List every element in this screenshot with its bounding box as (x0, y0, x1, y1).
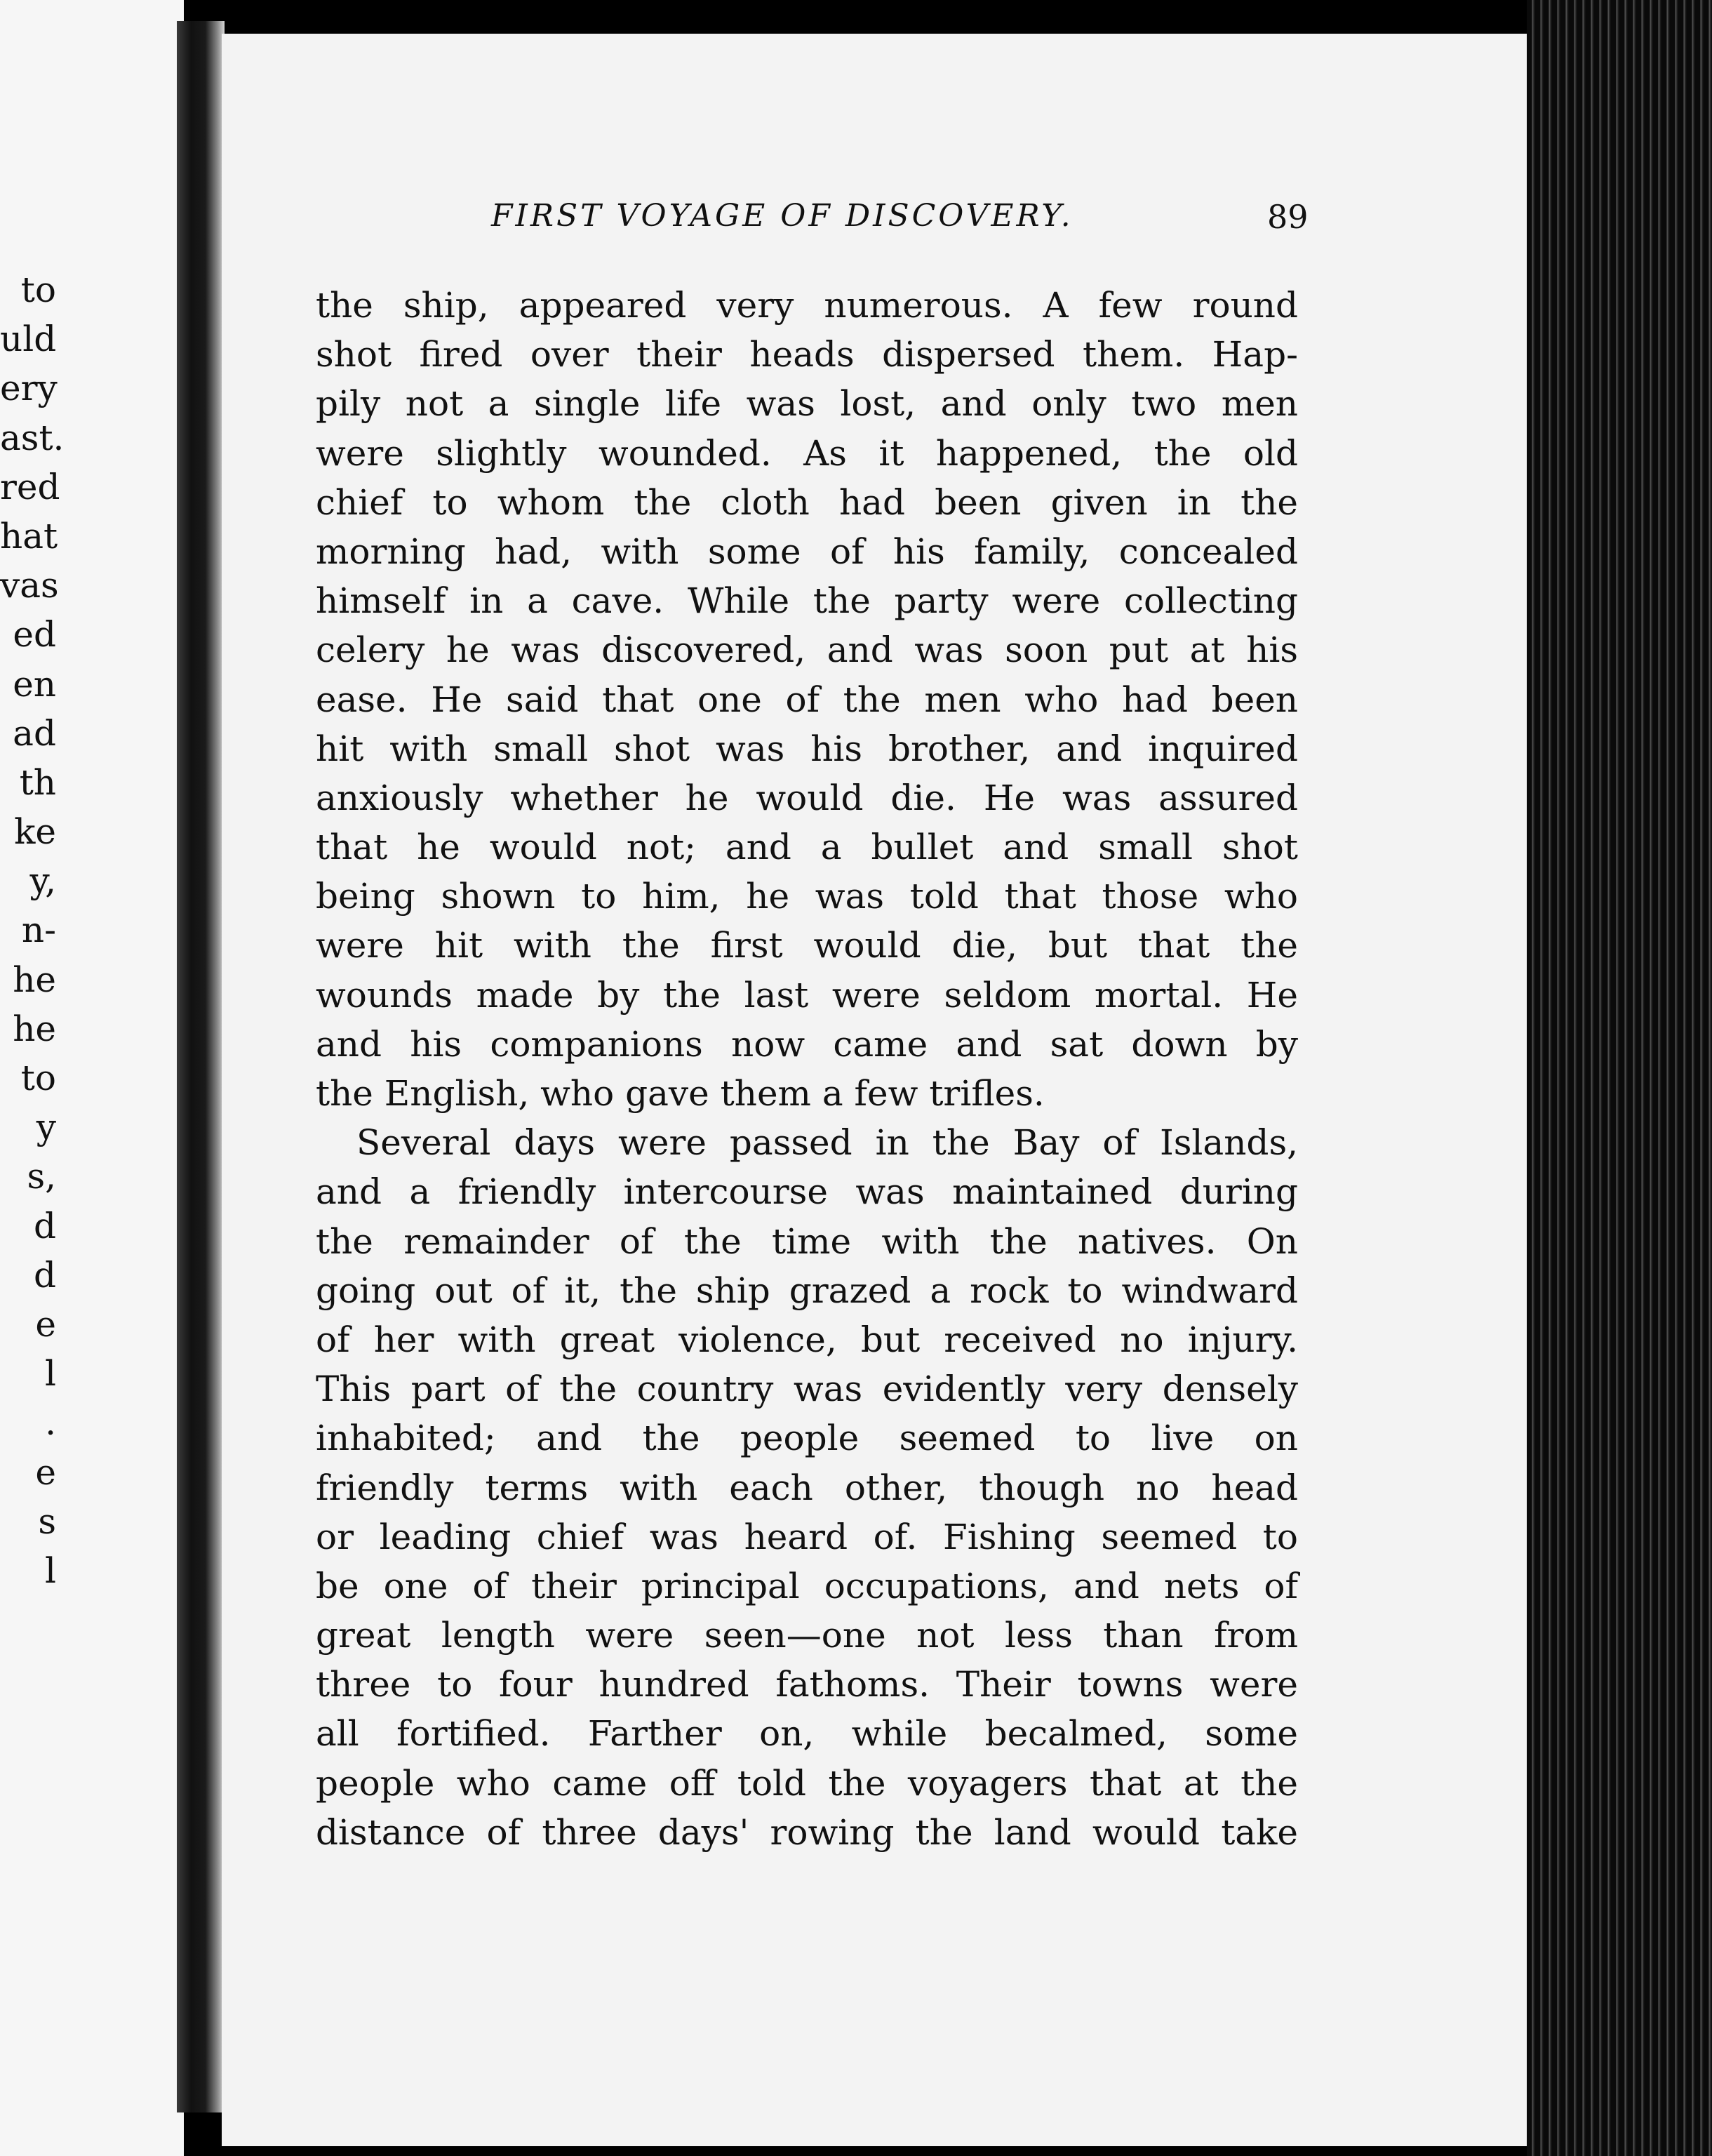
text-line: of her with great violence, but received no injury. (316, 1319, 1298, 1360)
page-edges (1527, 0, 1712, 2156)
book-gutter (177, 21, 225, 2112)
text-line: anxiously whether he would die. He was assured (316, 777, 1298, 818)
left-page-fragment: ery (0, 368, 58, 409)
text-line: the remainder of the time with the natives. On (316, 1220, 1298, 1262)
left-page-fragment: red (0, 466, 60, 507)
left-page-fragment: to (20, 1058, 56, 1098)
left-page-fragment: th (19, 761, 56, 803)
left-page-fragment: en (13, 663, 56, 705)
left-page-fragment: e (35, 1451, 56, 1493)
text-line: three to four hundred fathoms. Their towns were (316, 1664, 1298, 1705)
page-number: 89 (1267, 198, 1309, 236)
paragraph (316, 281, 1298, 1118)
left-page-fragment: ke (14, 811, 56, 853)
left-facing-page (0, 0, 184, 2156)
text-line: people who came off told the voyagers that at the (316, 1762, 1298, 1804)
text-line: distance of three days' rowing the land would take (316, 1811, 1298, 1853)
text-line: celery he was discovered, and was soon put at his (316, 630, 1298, 671)
left-page-fragment: n- (21, 910, 56, 951)
text-line: chief to whom the cloth had been given in the (316, 481, 1298, 523)
left-page-fragment: to (20, 270, 56, 310)
running-head: FIRST VOYAGE OF DISCOVERY. (491, 198, 1074, 234)
left-page-fragment: . (45, 1402, 56, 1444)
left-page-fragment: l (45, 1353, 56, 1395)
left-page-fragment: hat (0, 515, 58, 557)
body-text (316, 281, 1298, 1857)
left-page-fragment: ed (13, 614, 56, 656)
text-line: being shown to him, he was told that those who (316, 876, 1298, 917)
text-line: were slightly wounded. As it happened, the old (316, 432, 1298, 474)
text-line: himself in a cave. While the party were collecting (316, 580, 1298, 622)
left-page-fragment: y, (29, 860, 56, 902)
text-line: pily not a single life was lost, and only two men (316, 383, 1298, 425)
left-page-fragment: l (45, 1550, 56, 1591)
left-page-fragment: s, (27, 1156, 56, 1197)
text-line: were hit with the first would die, but that the (316, 925, 1298, 966)
paragraph (316, 1118, 1298, 1857)
text-line: that he would not; and a bullet and small shot (316, 827, 1298, 868)
text-line: and his companions now came and sat down by (316, 1023, 1298, 1065)
left-page-fragment: uld (0, 319, 57, 360)
text-line: hit with small shot was his brother, and inquired (316, 728, 1298, 769)
text-line: the ship, appeared very numerous. A few round (316, 285, 1298, 326)
text-line: or leading chief was heard of. Fishing seemed to (316, 1516, 1298, 1557)
left-page-fragment: d (33, 1254, 56, 1296)
left-page-fragment: d (33, 1205, 56, 1246)
text-line: shot fired over their heads dispersed them. Hap- (316, 334, 1298, 375)
left-page-fragment: ast. (0, 417, 65, 458)
text-line: ease. He said that one of the men who had been (316, 679, 1298, 720)
text-line: the English, who gave them a few trifles. (316, 1073, 1045, 1114)
text-line: be one of their principal occupations, and nets of (316, 1565, 1298, 1606)
text-line: going out of it, the ship grazed a rock to windward (316, 1270, 1298, 1311)
text-line: friendly terms with each other, though no head (316, 1467, 1298, 1508)
text-line: wounds made by the last were seldom mortal. He (316, 974, 1298, 1016)
left-page-text-fragments (0, 265, 65, 1595)
left-page-fragment: s (38, 1500, 56, 1542)
text-line: and a friendly intercourse was maintained during (316, 1171, 1298, 1213)
left-page-fragment: he (13, 1008, 56, 1049)
text-line: morning had, with some of his family, concealed (316, 531, 1298, 572)
left-page-fragment: vas (0, 565, 59, 606)
text-line: all fortified. Farther on, while becalmed, some (316, 1713, 1298, 1755)
text-line: This part of the country was evidently very densely (316, 1369, 1298, 1410)
text-line: great length were seen—one not less than from (316, 1615, 1298, 1656)
text-line: inhabited; and the people seemed to live on (316, 1418, 1298, 1459)
left-page-fragment: ad (13, 712, 56, 754)
left-page-fragment: e (35, 1303, 56, 1345)
left-page-fragment: y (36, 1107, 56, 1148)
left-page-fragment: he (13, 959, 56, 1000)
text-line: Several days were passed in the Bay of Islands, (356, 1122, 1298, 1164)
